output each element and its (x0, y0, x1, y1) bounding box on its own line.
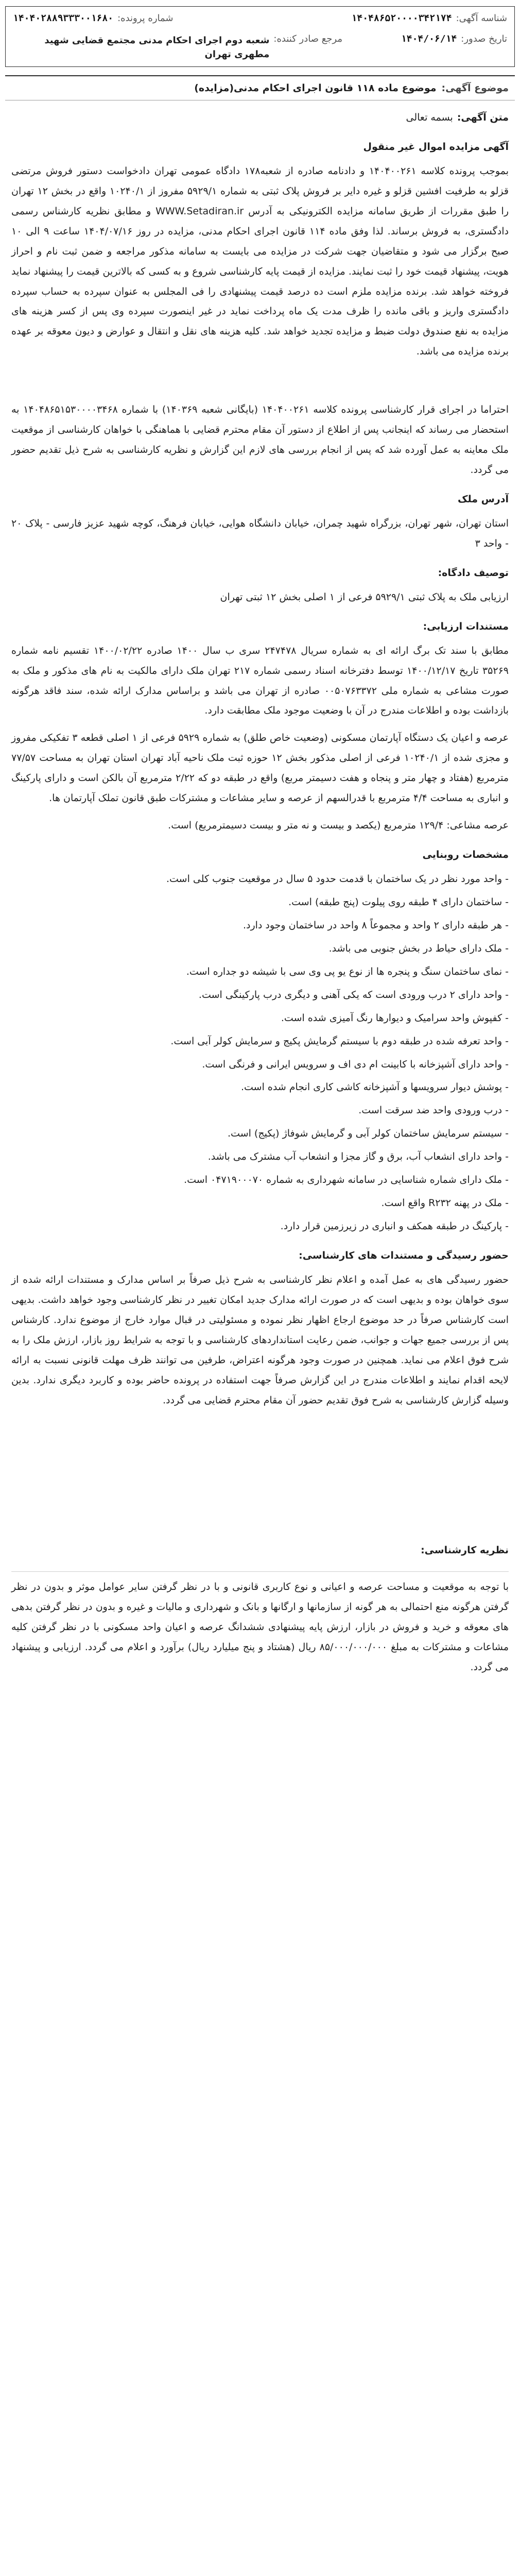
spec-item: - واحد دارای انشعاب آب، برق و گاز مجزا و انشعاب آب مشترک می باشد. (11, 1147, 509, 1167)
ad-id-value: ۱۴۰۴۸۶۵۲۰۰۰۰۳۴۲۱۷۴ (351, 12, 452, 24)
ad-body (5, 100, 515, 1677)
area-line: عرصه مشاعی: ۱۲۹/۴ مترمربع (یکصد و بیست و نه متر و بیست دسیمترمربع) است. (168, 820, 509, 832)
spec-item: - واحد مورد نظر در یک ساختمان با قدمت حدود ۵ سال در موقعیت جنوب کلی است. (11, 869, 509, 889)
case-number-label: شماره پرونده: (117, 12, 174, 24)
paragraph-opinion: با توجه به موقعیت و مساحت عرصه و اعیانی و نوع کاربری قانونی و با در نظر گرفتن سایر عوامل موثر و بدون در نظر گرفتن هرگونه منع احتمالی به هر گونه از سازمانها و ارگانها و بانک و شهرداری و مالیات و غیره و بدون در نظر گرفتن بدهی های معوقه و خرید و فروش در بازار، ارزش پایه پیشنهادی ششدانگ عرصه و اعیان واحد مسکونی با در نظر گرفتن کلیه مشاعات و مشترکات به مبلغ ۸۵/۰۰۰/۰۰۰/۰۰۰ ریال (هشتاد و پنج میلیارد ریال) برآورد و اعلام می گردد. ارزیابی و پیشنهاد می گردد. (11, 1581, 509, 1673)
description-heading: توصیف دادگاه: (438, 567, 509, 579)
issuing-court (13, 33, 342, 61)
issue-date (401, 33, 507, 44)
issue-date-value: ۱۴۰۴/۰۶/۱۴ (401, 33, 457, 44)
spec-item: - هر طبقه دارای ۲ واحد و مجموعاً ۸ واحد در ساختمان وجود دارد. (11, 916, 509, 936)
specs-heading: مشخصات روبنایی (422, 849, 509, 861)
opinion-heading: نظریه کارشناسی: (421, 1544, 509, 1556)
paragraph-auction: بموجب پرونده کلاسه ۱۴۰۴۰۰۲۶۱ و دادنامه صادره از شعبه۱۷۸ دادگاه عمومی تهران دادخواست دستور فروش مرتضی قزلو به طرفیت افشین قزلو و غیره دایر بر فروش پلاک ثبتی به شماره ۵۹۲۹/۱ مفروز از ۱۰۲۴۰/۱ واقع در بخش ۱۲ تهران را طبق مقررات از طریق سامانه مزایده الکترونیکی به آدرس WWW.Setadiran.ir و مطابق نظریه کارشناس رسمی دادگستری، به فروش برساند. لذا وفق ماده ۱۱۴ قانون اجرای احکام مدنی، مزایده در روز ۱۴۰۴/۰۷/۱۶ ساعت ۹ الی ۱۰ صبح برگزار می شود و متقاضیان جهت شرکت در مزایده می بایست به سامانه مذکور مراجعه و ضمن ثبت نام و احراز هویت، پیشنهاد قیمت خود را ثبت نمایند. مزایده از قیمت پایه کارشناسی شروع و به کسی که بالاترین قیمت را پیشنهاد نماید فروخته خواهد شد. برنده مزایده ملزم است ده درصد قیمت پیشنهادی را فی المجلس به عنوان سپرده به حساب سپرده دادگستری واریز و باقی مانده را ظرف مدت یک ماه پرداخت نماید در غیر اینصورت سپرده وی پس از کسر هزینه های مزایده به نفع صندوق دولت ضبط و مزایده تجدید خواهد شد. کلیه هزینه های نقل و انتقال و عوارض و دیون معوقه بر عهده برنده مزایده می باشد. (11, 165, 509, 358)
spec-item: - سیستم سرمایش ساختمان کولر آبی و گرمایش شوفاژ (پکیج) است. (11, 1124, 509, 1144)
paragraph-expert-order: احتراما در اجرای قرار کارشناسی پرونده کلاسه ۱۴۰۴۰۰۲۶۱ (بایگانی شعبه ۱۴۰۳۶۹) با شماره ۱۴۰۴۸۶۵۱۵۳۰۰۰۰۳۴۶۸ به استحضار می رساند که اینجانب پس از اطلاع از دستور آن مقام محترم قضایی با هماهنگی با خواهان کارشناسی از موقعیت ملک معاینه به عمل آورده شد که پس از انجام بررسی های لازم این گزارش و نظریه کارشناسی به شرح ذیل تقدیم حضور می گردد. (11, 404, 509, 476)
conditions-heading: حضور رسیدگی و مستندات های کارشناسی: (299, 1250, 509, 1261)
spacer (11, 369, 509, 400)
issuing-court-value: شعبه دوم اجرای احکام مدنی مجتمع قضایی شهید مطهری تهران (44, 35, 270, 60)
deed-heading: مستندات ارزیابی: (423, 620, 509, 632)
spec-item: - ملک در پهنه R۲۳۲ واقع است. (11, 1193, 509, 1213)
ad-subject-label: موضوع آگهی: (441, 82, 509, 94)
paragraph-conditions: حضور رسیدگی های به عمل آمده و اعلام نظر کارشناسی به شرح ذیل صرفاً بر اساس مدارک و مستندات ارائه شده از سوی خواهان بوده و بدیهی است که در صورت ارائه مدارک جدید امکان تغییر در نظر کارشناسی وجود خواهد داشت. بدیهی است کارشناس صرفاً در حد موضوع ارجاع اظهار نظر نموده و مسئولیتی در قبال موارد خارج از موضوع ندارد. کارشناس پس از بررسی جمیع جهات و جوانب، ضمن رعایت استانداردهای کارشناسی و با توجه به شرایط روز بازار، ارزش ملک را به شرح فوق اعلام می نماید. همچنین در صورت وجود هرگونه اعتراض، طرفین می توانند ظرف مهلت قانونی نسبت به ارائه لایحه اقدام نمایند و اطلاعات مندرج در این گزارش صرفاً جهت استفاده در پرونده حاضر بوده و کاربرد دیگری ندارد. بدین وسیله گزارش کارشناسی به شرح فوق تقدیم حضور آن مقام محترم قضایی می گردد. (11, 1274, 509, 1406)
document (5, 0, 515, 1685)
intro-heading: آگهی مزایده اموال غیر منقول (363, 141, 509, 152)
ad-subject-value: موضوع ماده ۱۱۸ قانون اجرای احکام مدنی(مزایده) (194, 82, 437, 94)
case-number-value: ۱۴۰۴۰۲۸۸۹۳۳۳۰۰۱۶۸۰ (13, 12, 114, 24)
address-text: استان تهران، شهر تهران، بزرگراه شهید چمران، خیابان دانشگاه هوایی، خیابان فرهنگ، کوچه شهید عزیز فارسی - پلاک ۲۰ - واحد ۳ (11, 517, 509, 549)
spec-item: - درب ورودی واحد ضد سرقت است. (11, 1100, 509, 1121)
case-number (13, 13, 173, 24)
spacer (11, 1418, 509, 1531)
spec-item: - نمای ساختمان سنگ و پنجره ها از نوع یو پی وی سی با شیشه دو جداره است. (11, 962, 509, 982)
paragraph-deed: مطابق با سند تک برگ ارائه ای به شماره سریال ۲۴۷۴۷۸ سری ب سال ۱۴۰۰ صادره ۱۴۰۰/۰۲/۲۲ تقسیم نامه شماره ۳۵۲۶۹ تاریخ ۱۴۰۰/۱۲/۱۷ توسط دفترخانه اسناد رسمی شماره ۲۱۷ تهران ملک دارای مالکیت به نام های مذکور و ملک به صورت مشاعی به شماره ملی ۰۰۵۰۷۶۳۳۷۲ صادره از تهران می باشد و براساس مدارک ارائه شده، سند فاقد هرگونه بازداشت بوده و اطلاعات مندرج در آن با وضعیت موجود ملک مطابقت دارد. (11, 645, 509, 717)
spec-item: - پارکینگ در طبقه همکف و انباری در زیرزمین قرار دارد. (11, 1216, 509, 1236)
header-row-court (6, 29, 514, 66)
ad-id-label: شناسه آگهی: (456, 12, 507, 24)
issuing-court-label: مرجع صادر کننده: (273, 33, 342, 44)
spec-item: - پوشش دیوار سرویسها و آشپزخانه کاشی کاری انجام شده است. (11, 1077, 509, 1097)
spec-item: - ساختمان دارای ۴ طبقه روی پیلوت (پنج طبقه) است. (11, 892, 509, 912)
text-label: متن آگهی: (457, 112, 509, 123)
issue-date-label: تاریخ صدور: (461, 33, 507, 44)
spec-item: - ملک دارای حیاط در بخش جنوبی می باشد. (11, 939, 509, 959)
spec-item: - واحد دارای آشپزخانه با کابینت ام دی اف و سرویس ایرانی و فرنگی است. (11, 1055, 509, 1075)
address-heading: آدرس ملک (457, 494, 509, 505)
description-line: ارزیابی ملک به پلاک ثبتی ۵۹۲۹/۱ فرعی از ۱ اصلی بخش ۱۲ ثبتی تهران (220, 591, 509, 603)
ad-id (352, 13, 507, 24)
text-value: بسمه تعالی (406, 112, 453, 123)
spec-item: - واحد تعرفه شده در طبقه دوم با سیستم گرمایش پکیج و سرمایش کولر آبی است. (11, 1031, 509, 1052)
divider (11, 1571, 509, 1572)
specs-list (11, 869, 509, 1236)
spec-item: - ملک دارای شماره شناسایی در سامانه شهرداری به شماره ۰۴۷۱۹۰۰۰۷۰ است. (11, 1170, 509, 1190)
header-row-ids (6, 7, 514, 29)
paragraph-property: عرصه و اعیان یک دستگاه آپارتمان مسکونی (وضعیت خاص طلق) به شماره ۵۹۲۹ فرعی از ۱ اصلی قطعه ۳ تفکیکی مفروز و مجزی شده از ۱۰۲۴۰/۱ فرعی از اصلی مذکور بخش ۱۲ حوزه ثبت ملک ناحیه آباد تهران استان تهران به مساحت ۷۷/۵۷ مترمربع (هفتاد و چهار متر و پنجاه و هفت دسیمتر مربع) واقع در طبقه دو که ۲/۲۲ مترمربع آن بالکن است و دارای پارکینگ و انباری به مساحت ۴/۴ مترمربع با قدرالسهم از عرصه و سایر مشاعات و مشترکات طبق قانون تملک آپارتمان ها. (11, 732, 509, 804)
text-intro (11, 108, 509, 128)
ad-header (5, 6, 515, 67)
spec-item: - واحد دارای ۲ درب ورودی است که یکی آهنی و دیگری درب پارکینگی است. (11, 985, 509, 1005)
spec-item: - کفپوش واحد سرامیک و دیوارها رنگ آمیزی شده است. (11, 1008, 509, 1028)
ad-subject (5, 75, 515, 100)
